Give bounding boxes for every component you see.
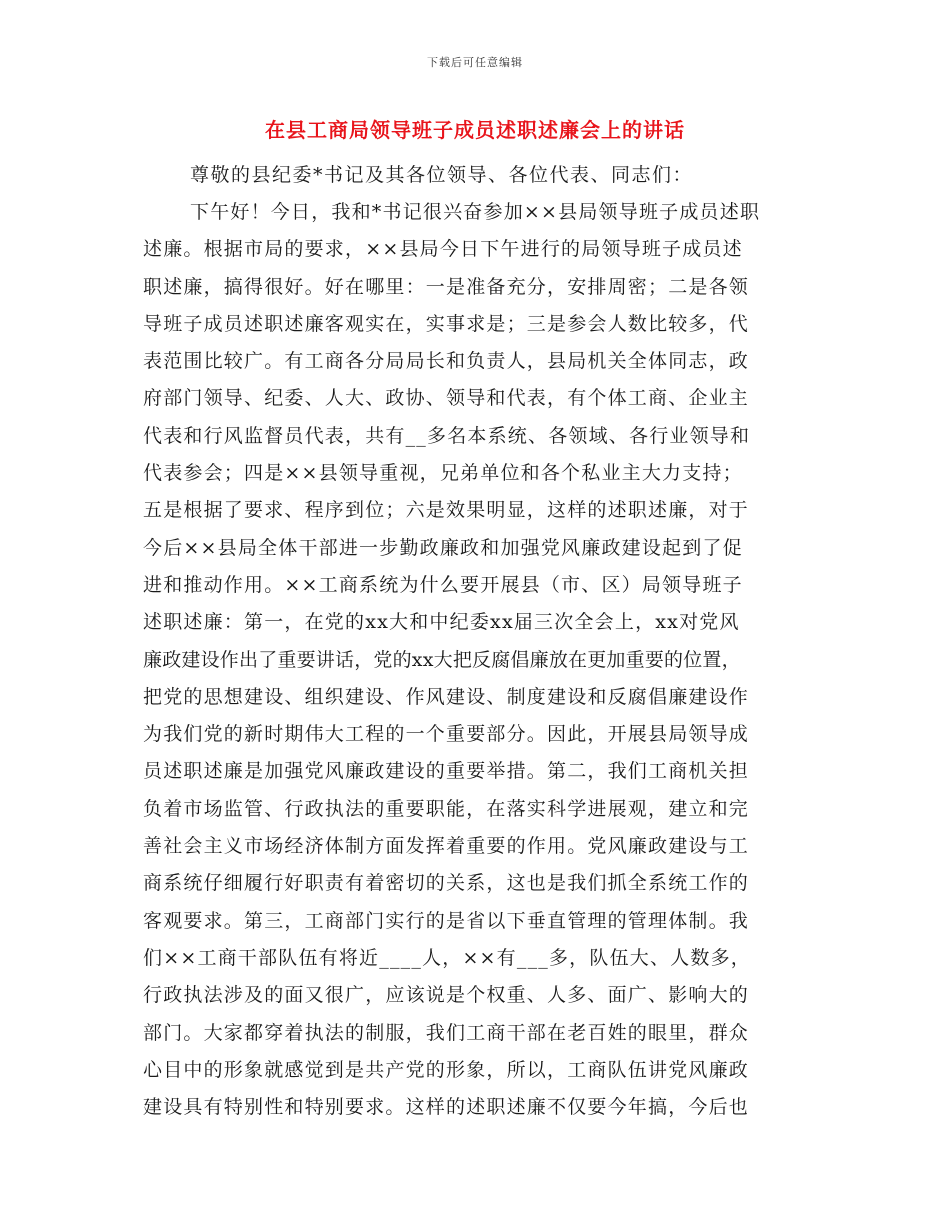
body-line: 代表和行风监督员代表，共有__多名本系统、各领域、各行业领导和 (143, 424, 751, 447)
document-title: 在县工商局领导班子成员述职述廉会上的讲话 (265, 118, 685, 142)
body-line: 行政执法涉及的面又很广，应该说是个权重、人多、面广、影响大的 (143, 984, 750, 1007)
body-line: 建设具有特别性和特别要求。这样的述职述廉不仅要今年搞，今后也 (143, 1096, 750, 1119)
body-line: 进和推动作用。××工商系统为什么要开展县（市、区）局领导班子 (143, 573, 743, 596)
salutation-line: 尊敬的县纪委*书记及其各位领导、各位代表、同志们： (190, 164, 694, 186)
body-line: 为我们党的新时期伟大工程的一个重要部分。因此，开展县局领导成 (143, 723, 750, 746)
body-line: 员述职述廉是加强党风廉政建设的重要举措。第二，我们工商机关担 (143, 760, 750, 783)
body-line: 部门。大家都穿着执法的制服，我们工商干部在老百姓的眼里，群众 (143, 1021, 750, 1044)
body-line: 们××工商干部队伍有将近____人，××有___多，队伍大、人数多， (143, 946, 751, 969)
body-line: 表范围比较广。有工商各分局局长和负责人，县局机关全体同志，政 (143, 350, 750, 373)
body-line: 商系统仔细履行好职责有着密切的关系，这也是我们抓全系统工作的 (143, 872, 750, 895)
body-line: 今后××县局全体干部进一步勤政廉政和加强党风廉政建设起到了促 (143, 536, 743, 559)
body-line: 负着市场监管、行政执法的重要职能，在落实科学进展观，建立和完 (143, 797, 750, 820)
body-line: 五是根据了要求、程序到位；六是效果明显，这样的述职述廉，对于 (143, 499, 750, 522)
body-line: 廉政建设作出了重要讲话，党的xx大把反腐倡廉放在更加重要的位置， (143, 648, 741, 671)
body-line: 职述廉，搞得很好。好在哪里：一是准备充分，安排周密；二是各领 (143, 275, 750, 298)
header-note: 下载后可任意编辑 (427, 56, 523, 69)
body-text (143, 197, 823, 1129)
body-line: 心目中的形象就感觉到是共产党的形象，所以，工商队伍讲党风廉政 (143, 1058, 750, 1081)
body-line: 客观要求。第三，工商部门实行的是省以下垂直管理的管理体制。我 (143, 909, 750, 932)
body-line: 述廉。根据市局的要求，××县局今日下午进行的局领导班子成员述 (143, 238, 743, 261)
body-line: 导班子成员述职述廉客观实在，实事求是；三是参会人数比较多，代 (143, 312, 750, 335)
body-line: 述职述廉：第一，在党的xx大和中纪委xx届三次全会上，xx对党风 (143, 611, 740, 634)
body-line: 下午好！今日，我和*书记很兴奋参加××县局领导班子成员述职 (190, 201, 761, 223)
body-line: 善社会主义市场经济体制方面发挥着重要的作用。党风廉政建设与工 (143, 835, 750, 858)
body-line: 把党的思想建设、组织建设、作风建设、制度建设和反腐倡廉建设作 (143, 685, 750, 708)
body-line: 府部门领导、纪委、人大、政协、领导和代表，有个体工商、企业主 (143, 387, 750, 410)
body-line: 代表参会；四是××县领导重视，兄弟单位和各个私业主大力支持； (143, 462, 743, 485)
